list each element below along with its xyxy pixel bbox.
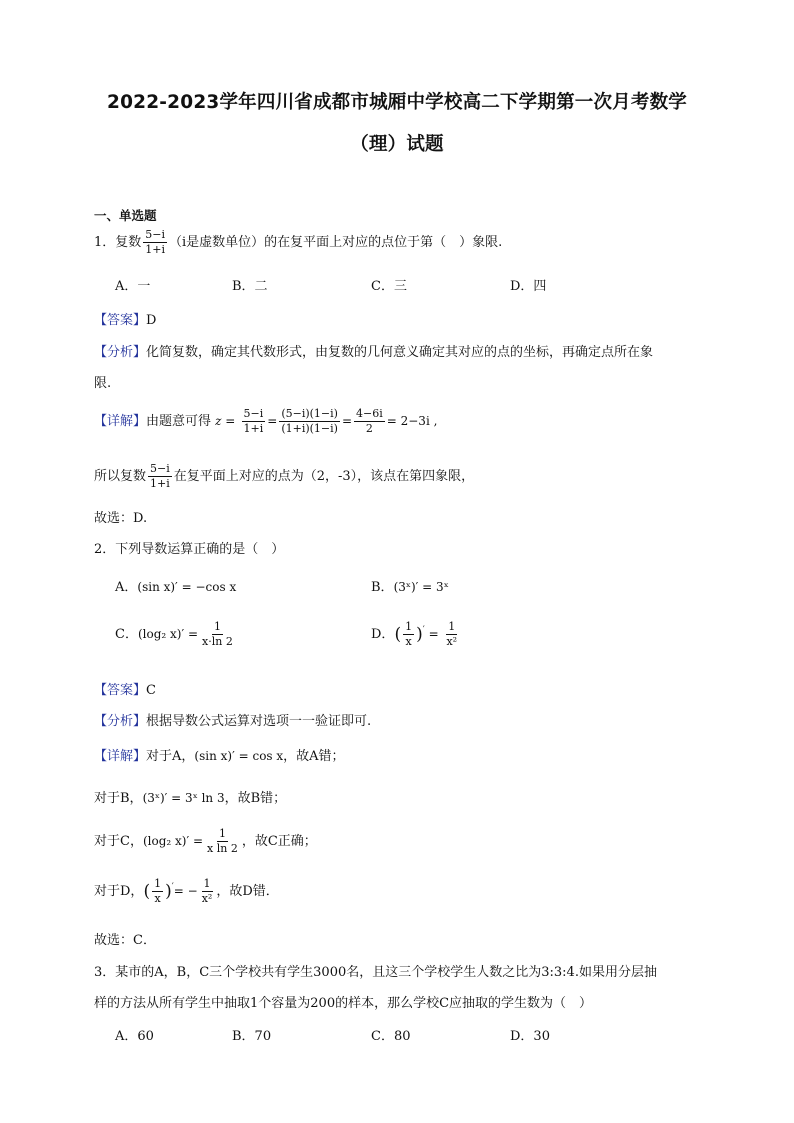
answer-tag: 【答案】	[94, 313, 147, 328]
q2-dc-post: ，故C正确；	[241, 833, 317, 849]
q2-db-post: ，故B错；	[224, 791, 287, 806]
q2-optC-den: x·ln 2	[202, 634, 233, 648]
q1-frac-num: 5−i	[145, 228, 166, 241]
q1-answer-value: D	[146, 313, 157, 328]
q2-db-expr: (3ˣ)′ = 3ˣ ln 3	[142, 791, 225, 805]
q2-dc-den: x ln 2	[207, 841, 238, 855]
question-3-line2: 样的方法从所有学生中抽取1个容量为200的样本，那么学校C应抽取的学生数为（ ）	[94, 996, 593, 1011]
q2-optD-rden: x²	[446, 634, 458, 648]
q2-detail-d: 对于D，( $\frac{1}{x}$ )′= − $\frac{1}{\text{x²}}$ ，故D错．	[94, 877, 279, 905]
analysis-tag: 【分析】	[94, 714, 147, 729]
q2-dc-pre: 对于C，	[94, 833, 143, 849]
q1-f1-den: 1+i	[243, 421, 264, 435]
q2-optB-label: B．	[371, 580, 394, 595]
q1-option-c: C．三	[371, 279, 407, 294]
q1-result: = 2−3i ,	[386, 413, 438, 428]
q2-option-d: D．( $\frac{1}{x}$ )′ = $\frac{1}{\text{x²}}$	[371, 620, 458, 648]
q2-optC-expr: (log₂ x)′ =	[137, 626, 199, 641]
q2-dd-inner	[152, 877, 163, 906]
q2-option-c	[115, 620, 237, 649]
q1-number: 1．复数	[94, 234, 142, 250]
answer-tag: 【答案】	[94, 683, 147, 698]
q1-detail-frac2	[279, 407, 340, 436]
q3-option-d: D．30	[510, 1029, 550, 1044]
question-1-stem	[94, 228, 502, 257]
q2-dd-pre: 对于D，	[94, 883, 144, 899]
q1-cf-num: 5−i	[150, 462, 170, 475]
q2-optC-label: C．	[115, 626, 138, 642]
q1-conclusion-post: 在复平面上对应的点为（2，-3），该点在第四象限，	[173, 468, 475, 484]
q1-f1-num: 5−i	[243, 407, 264, 420]
q2-optD-iden: x	[405, 634, 412, 648]
q1-fraction	[143, 228, 167, 257]
q1-cf-den: 1+i	[150, 476, 170, 490]
detail-tag: 【详解】	[94, 413, 147, 429]
document-title-line1: 2022-2023学年四川省成都市城厢中学校高二下学期第一次月考数学	[107, 92, 687, 113]
q1-conclusion-frac	[148, 462, 172, 491]
q3-option-a: A．60	[115, 1029, 154, 1044]
q2-optD-inner	[403, 620, 414, 649]
q2-optC-num: 1	[213, 620, 221, 633]
q1-option-d: D．四	[510, 279, 547, 294]
q2-optA-label: A．	[115, 580, 138, 595]
q2-dd-rhs	[200, 877, 215, 906]
q1-conclusion	[94, 462, 474, 491]
q2-answer	[94, 679, 156, 698]
q2-detail-a	[94, 745, 345, 764]
q1-f2-num: (5−i)(1−i)	[281, 407, 338, 420]
q2-answer-value: C	[146, 683, 156, 698]
q2-choose: 故选：C．	[94, 933, 156, 948]
q1-detail-frac3	[354, 407, 385, 436]
q2-detail-c	[94, 827, 317, 856]
document-title-line2: （理）试题	[350, 134, 444, 155]
question-2-stem: 2．下列导数运算正确的是（ ）	[94, 542, 285, 557]
q2-dd-num: 1	[154, 877, 162, 890]
q1-detail-intro: 由题意可得	[146, 413, 212, 429]
q2-dd-post: ，故D错．	[216, 883, 279, 899]
detail-tag: 【详解】	[94, 749, 147, 764]
q2-dd-rden: x²	[201, 891, 213, 905]
q1-choose: 故选：D.	[94, 511, 148, 526]
q2-dd-den: x	[154, 891, 161, 905]
q2-analysis-text: 根据导数公式运算对选项一一验证即可.	[146, 714, 372, 729]
q2-optB-expr: (3ˣ)′ = 3ˣ	[393, 580, 449, 594]
q2-dc-num: 1	[218, 827, 226, 840]
q1-analysis-cont: 限.	[94, 376, 112, 391]
analysis-tag: 【分析】	[94, 345, 147, 360]
q2-da-expr: (sin x)′ = cos x	[194, 749, 284, 763]
q1-z-eq: z =	[215, 413, 236, 428]
question-3-line1: 3．某市的A，B，C三个学校共有学生3000名，且这三个学校学生人数之比为3:3:4.如果用分层抽	[94, 965, 657, 980]
q1-analysis	[94, 341, 653, 360]
q1-detail: 【详解】由题意可得 z = $\frac{5-i}{1+i}$ = $\frac{(5-i)(1-i)}{(1+i)(1-i)}$ = $\frac{4-6i}{2}$ = 2−3i ,	[94, 407, 438, 435]
q1-f3-den: 2	[365, 421, 373, 435]
q2-dc-expr: (log₂ x)′ =	[142, 833, 204, 848]
q2-dc-frac	[205, 827, 240, 856]
q2-da-pre: 对于A，	[146, 749, 195, 764]
q2-db-pre: 对于B，	[94, 791, 143, 806]
q2-dd-rnum: 1	[203, 877, 211, 890]
q1-detail-frac1	[242, 407, 266, 436]
q2-optD-inum: 1	[405, 620, 413, 633]
section-heading: 一、单选题	[94, 208, 157, 223]
q2-optD-rhs	[444, 620, 459, 649]
q1-option-b: B．二	[232, 279, 268, 294]
q1-text: （i是虚数单位）的在复平面上对应的点位于第（ ）象限.	[169, 234, 503, 250]
q1-answer	[94, 309, 156, 328]
q2-optD-rnum: 1	[448, 620, 456, 633]
q2-optA-expr: (sin x)′ = −cos x	[137, 580, 237, 594]
q1-f3-num: 4−6i	[356, 407, 383, 420]
q1-frac-den: 1+i	[145, 242, 166, 256]
q3-option-b: B．70	[232, 1029, 272, 1044]
q2-option-b	[371, 576, 449, 595]
q2-optD-label: D．	[371, 626, 395, 642]
q2-analysis	[94, 710, 371, 729]
q2-dd-eq: = −	[173, 883, 198, 898]
q2-detail-b	[94, 787, 286, 806]
q1-conclusion-pre: 所以复数	[94, 468, 147, 484]
q1-option-a: A．一	[115, 279, 151, 294]
q2-optC-frac	[200, 620, 235, 649]
q1-analysis-text: 化简复数，确定其代数形式，由复数的几何意义确定其对应的点的坐标，再确定点所在象	[146, 345, 654, 360]
q2-da-post: ，故A错；	[283, 749, 345, 764]
q3-option-c: C．80	[371, 1029, 411, 1044]
q1-f2-den: (1+i)(1−i)	[281, 421, 338, 435]
q2-option-a	[115, 576, 236, 595]
